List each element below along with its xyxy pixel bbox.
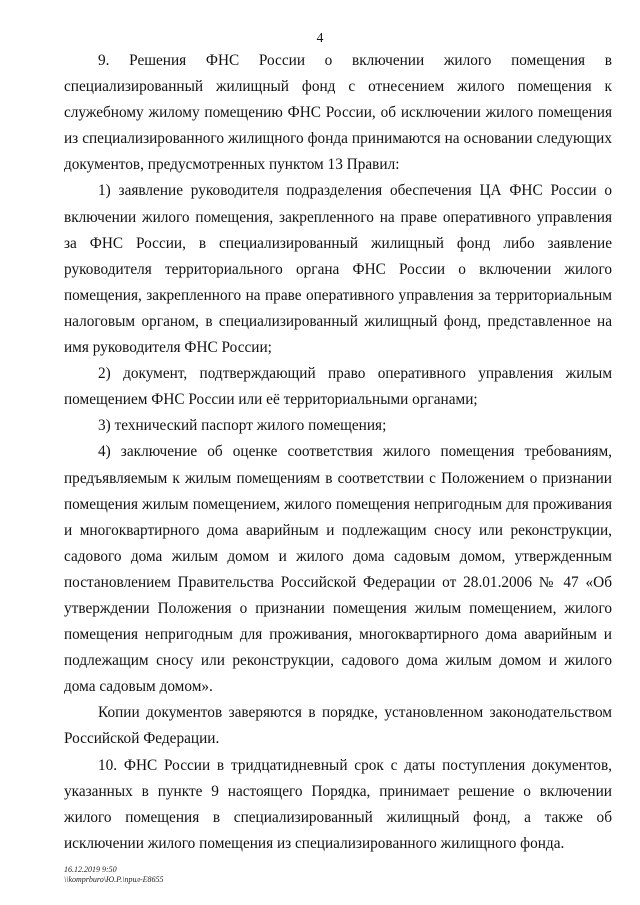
list-item-1: 1) заявление руководителя подразделения обеспечения ЦА ФНС России о включении жилого помещения, закрепленного на праве оперативного управления за ФНС России, в специализированный жилищный фонд либо заявление руководителя территориального органа ФНС России о включении жилого помещения, закрепленного на праве оперативного управления за территориальным налоговым органом, в специализированный жилищный фонд, представленное на имя руководителя ФНС России; [64, 182, 612, 357]
footer-timestamp: 16.12.2019 9:50 [64, 865, 117, 874]
page-number: 4 [316, 30, 324, 45]
footer-stamp [64, 865, 164, 885]
list-item-4: 4) заключение об оценке соответствия жилого помещения требованиям, предъявляемым к жилым помещениям в соответствии с Положением о признании помещения жилым помещением, жилого помещения непригодным для проживания и многоквартирного дома аварийным и подлежащим сносу или реконструкции, садового дома жилым домом и жилого дома садовым домом, утвержденным постановлением Правительства Российской Федерации от 28.01.2006 № 47 «Об утверждении Положения о признании помещения жилым помещением, жилого помещения непригодным для проживания, многоквартирного дома аварийным и подлежащим сносу или реконструкции, садового дома жилым домом и жилого дома садовым домом». [64, 443, 612, 696]
document-body [64, 48, 612, 857]
paragraph-10: 10. ФНС России в тридцатидневный срок с даты поступления документов, указанных в пункте 9 настоящего Порядка, принимает решение о включении жилого помещения в специализированный жилищный фонд, а также об исключении жилого помещения из специализированного жилищного фонда. [64, 756, 612, 852]
paragraph-9: 9. Решения ФНС России о включении жилого помещения в специализированный жилищный фонд с отнесением жилого помещения к служебному жилому помещению ФНС России, об исключении жилого помещения из специализированного жилищного фонда принимаются на основании следующих документов, предусмотренных пунктом 13 Правил: [64, 52, 612, 174]
copies-paragraph: Копии документов заверяются в порядке, установленном законодательством Российской Федерации. [64, 704, 612, 748]
list-item-2: 2) документ, подтверждающий право оперативного управления жилым помещением ФНС России или её территориальными органами; [64, 365, 612, 409]
footer-file-path: \\komprburo\Ю.Р.\прил-Е8655 [64, 875, 164, 884]
list-item-3: 3) технический паспорт жилого помещения; [98, 417, 387, 435]
